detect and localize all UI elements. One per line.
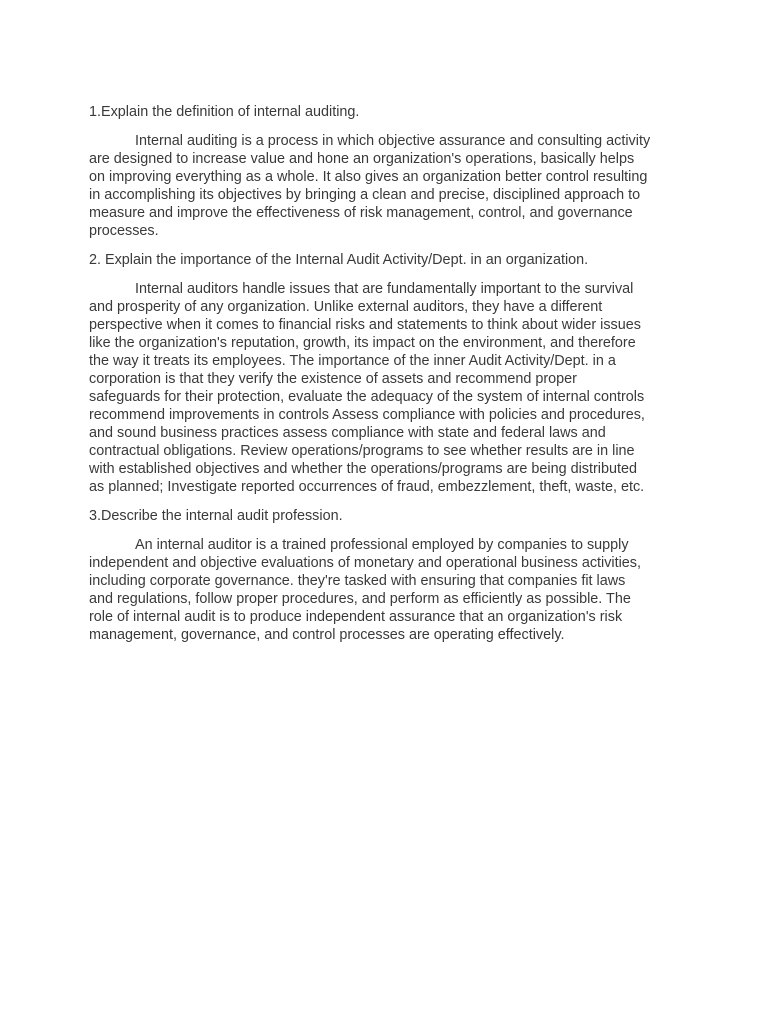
answer-1-paragraph: [89, 132, 689, 240]
answer-line: corporation is that they verify the existence of assets and recommend proper: [89, 371, 577, 387]
answer-line: safeguards for their protection, evaluate the adequacy of the system of internal controls: [89, 389, 645, 405]
question-2-heading: 2. Explain the importance of the Internal Audit Activity/Dept. in an organization.: [89, 252, 589, 268]
answer-line: contractual obligations. Review operations/programs to see whether results are in line: [89, 443, 635, 459]
answer-line: and regulations, follow proper procedures, and perform as efficiently as possible. The: [89, 591, 631, 607]
document-page: [89, 103, 689, 655]
answer-2-paragraph: [89, 280, 689, 496]
answer-3-paragraph: [89, 536, 689, 644]
answer-line: and sound business practices assess compliance with state and federal laws and: [89, 425, 606, 441]
answer-line: and prosperity of any organization. Unlike external auditors, they have a different: [89, 299, 603, 315]
answer-line: management, governance, and control processes are operating effectively.: [89, 627, 565, 643]
answer-line: role of internal audit is to produce independent assurance that an organization's risk: [89, 609, 623, 625]
answer-line: including corporate governance. they're tasked with ensuring that companies fit laws: [89, 573, 626, 589]
question-1-heading: 1.Explain the definition of internal auditing.: [89, 104, 360, 120]
answer-line: Internal auditing is a process in which objective assurance and consulting activity: [135, 133, 651, 149]
answer-line: recommend improvements in controls Assess compliance with policies and procedures,: [89, 407, 645, 423]
answer-line: with established objectives and whether the operations/programs are being distributed: [89, 461, 637, 477]
answer-line: independent and objective evaluations of monetary and operational business activities,: [89, 555, 642, 571]
answer-line: like the organization's reputation, growth, its impact on the environment, and therefore: [89, 335, 636, 351]
answer-line: measure and improve the effectiveness of risk management, control, and governance: [89, 205, 633, 221]
answer-line: in accomplishing its objectives by bringing a clean and precise, disciplined approach to: [89, 187, 641, 203]
answer-line: as planned; Investigate reported occurrences of fraud, embezzlement, theft, waste, etc.: [89, 479, 645, 495]
answer-line: are designed to increase value and hone an organization's operations, basically helps: [89, 151, 635, 167]
answer-line: perspective when it comes to financial risks and statements to think about wider issues: [89, 317, 641, 333]
answer-line: An internal auditor is a trained professional employed by companies to supply: [135, 537, 629, 553]
answer-line: on improving everything as a whole. It also gives an organization better control resulting: [89, 169, 648, 185]
answer-line: Internal auditors handle issues that are fundamentally important to the survival: [135, 281, 634, 297]
answer-line: the way it treats its employees. The importance of the inner Audit Activity/Dept. in a: [89, 353, 616, 369]
question-3-heading: 3.Describe the internal audit profession.: [89, 508, 343, 524]
answer-line: processes.: [89, 223, 159, 239]
